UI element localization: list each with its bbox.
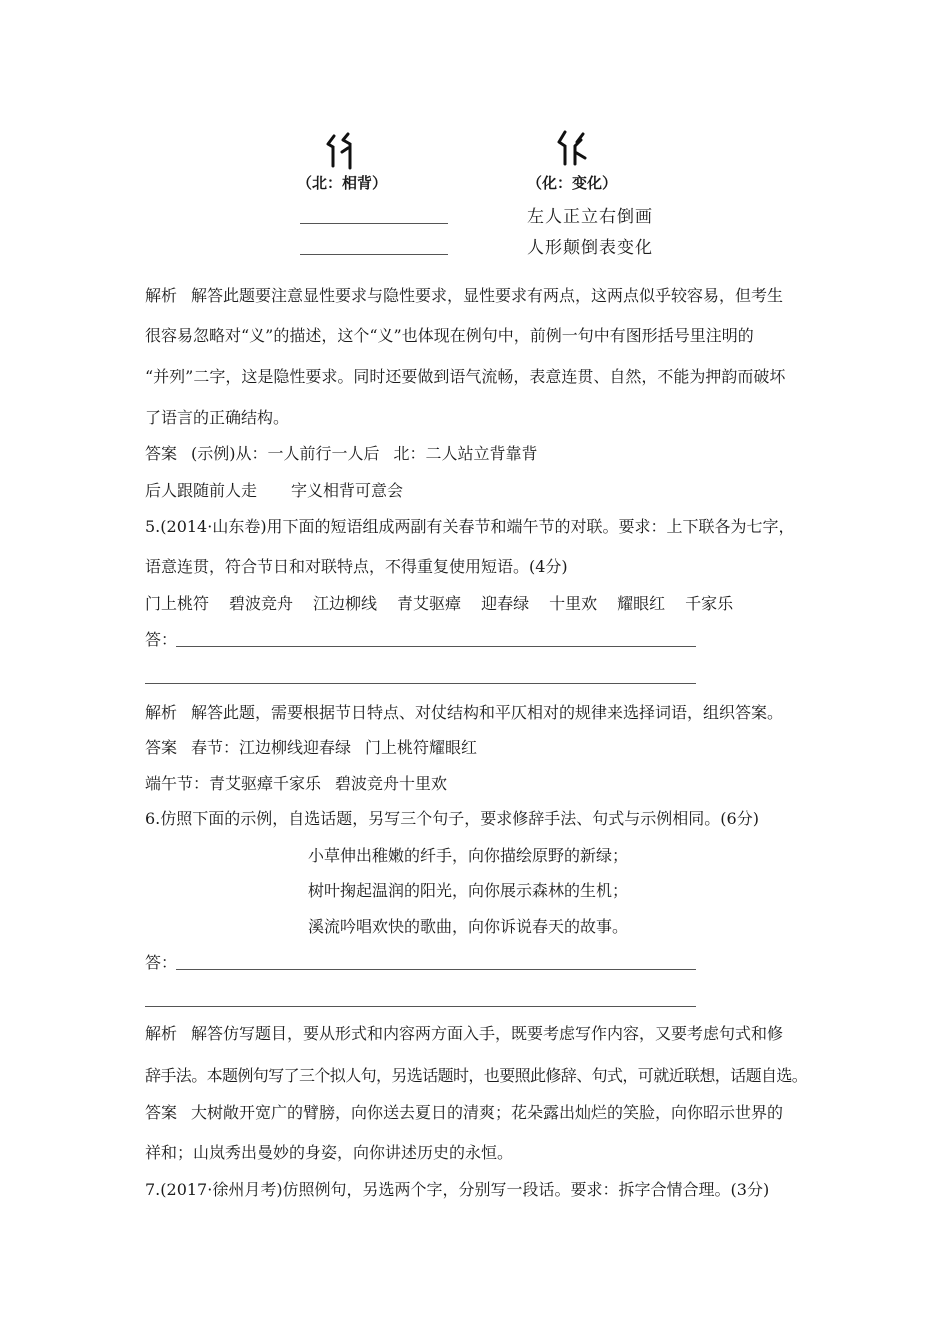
answer-text: 北：二人站立背靠背 [393, 444, 538, 463]
answer-line [145, 444, 538, 464]
hua-caption: （化：变化） [527, 174, 618, 192]
bei-glyph-image [322, 130, 358, 170]
analysis-line [145, 703, 783, 723]
answer-line [145, 481, 403, 501]
hua-glyph-image [555, 128, 591, 168]
analysis-text: 解答仿写题目，要从形式和内容两方面入手，既要考虑写作内容，又要考虑句式和修 [191, 1024, 784, 1043]
phrase-list [145, 594, 753, 614]
blank-line [300, 254, 448, 255]
hua-explanation-line: 人形颠倒表变化 [527, 238, 653, 258]
analysis-line: 辞手法。本题例句写了三个拟人句，另选话题时，也要照此修辞、句式，可就近联想，话题自选。 [145, 1066, 808, 1085]
analysis-text: 解答此题，需要根据节日特点、对仗结构和平仄相对的规律来选择词语，组织答案。 [191, 703, 784, 722]
analysis-label: 解析 [145, 1024, 178, 1043]
answer-prompt: 答： [145, 630, 178, 649]
hua-explanation-line: 左人正立右倒画 [527, 207, 653, 227]
phrase-item: 耀眼红 [617, 594, 666, 613]
answer-text: (示例)从：一人前行一人后 [191, 444, 380, 463]
bei-caption: （北：相背） [297, 174, 388, 192]
blank-line [300, 223, 448, 224]
analysis-paragraph-line: 了语言的正确结构。 [145, 408, 290, 427]
analysis-label: 解析 [145, 286, 178, 305]
answer-line [145, 738, 477, 758]
phrase-item: 门上桃符 [145, 594, 210, 613]
analysis-paragraph-line: “并列”二字，这是隐性要求。同时还要做到语气流畅，表意连贯、自然，不能为押韵而破坏 [145, 367, 786, 386]
phrase-item: 碧波竞舟 [229, 594, 294, 613]
analysis-text: 解答此题要注意显性要求与隐性要求，显性要求有两点，这两点似乎较容易，但考生 [191, 286, 784, 305]
question-5-line: 语意连贯，符合节日和对联特点，不得重复使用短语。(4分) [145, 557, 568, 576]
analysis-label: 解析 [145, 703, 178, 722]
question-7-line: 7.(2017·徐州月考)仿照例句，另选两个字，分别写一段话。要求：拆字合情合理。(3分) [145, 1180, 770, 1199]
answer-label: 答案 [145, 444, 178, 463]
answer-blank-line[interactable] [145, 683, 696, 684]
analysis-paragraph-line [145, 286, 783, 306]
answer-blank-line[interactable] [145, 1006, 696, 1007]
answer-text: 端午节：青艾驱瘴千家乐 [145, 774, 322, 793]
answer-label: 答案 [145, 1103, 178, 1122]
answer-text: 后人跟随前人走 [145, 481, 258, 500]
phrase-item: 迎春绿 [481, 594, 530, 613]
answer-line [145, 1103, 783, 1123]
answer-text: 门上桃符耀眼红 [365, 738, 478, 757]
example-sentence: 溪流吟唱欢快的歌曲，向你诉说春天的故事。 [308, 917, 629, 936]
answer-blank-line[interactable] [176, 969, 696, 970]
answer-text: 春节：江边柳线迎春绿 [191, 738, 352, 757]
phrase-item: 江边柳线 [313, 594, 378, 613]
answer-label: 答案 [145, 738, 178, 757]
question-6-line: 6.仿照下面的示例，自选话题，另写三个句子，要求修辞手法、句式与示例相同。(6分) [145, 809, 759, 828]
phrase-item: 千家乐 [685, 594, 734, 613]
answer-text: 碧波竞舟十里欢 [335, 774, 448, 793]
answer-text: 字义相背可意会 [291, 481, 404, 500]
phrase-item: 青艾驱瘴 [397, 594, 462, 613]
analysis-paragraph-line: 很容易忽略对“义”的描述，这个“义”也体现在例句中，前例一句中有图形括号里注明的 [145, 326, 754, 345]
analysis-line [145, 1024, 783, 1044]
answer-blank-line[interactable] [176, 646, 696, 647]
answer-text: 大树敞开宽广的臂膀，向你送去夏日的清爽；花朵露出灿烂的笑脸，向你昭示世界的 [191, 1103, 784, 1122]
answer-line: 祥和；山岚秀出曼妙的身姿，向你讲述历史的永恒。 [145, 1143, 514, 1162]
example-sentence: 树叶掬起温润的阳光，向你展示森林的生机； [308, 881, 629, 900]
example-sentence: 小草伸出稚嫩的纤手，向你描绘原野的新绿； [308, 846, 629, 865]
phrase-item: 十里欢 [549, 594, 598, 613]
answer-prompt: 答： [145, 953, 178, 972]
answer-line [145, 774, 447, 794]
question-5-line: 5.(2014·山东卷)用下面的短语组成两副有关春节和端午节的对联。要求：上下联各为七字， [145, 517, 795, 536]
